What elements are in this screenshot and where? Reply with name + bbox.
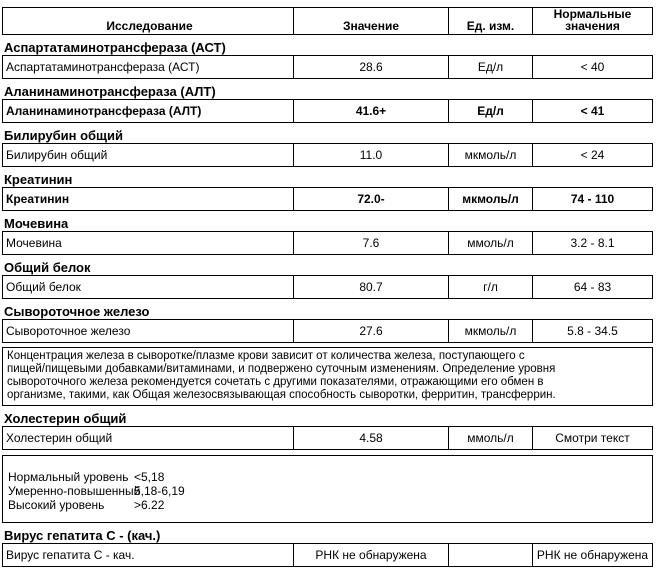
- table-header-row: [2, 7, 653, 35]
- cell-test-name: Холестерин общий: [3, 427, 294, 449]
- section-title-urea: Мочевина: [4, 216, 69, 231]
- col-header-unit: Ед. изм.: [449, 8, 533, 34]
- comment-line: Концентрация железа в сыворотке/плазме крови зависит от количества железа, поступающего с: [7, 350, 525, 362]
- cell-value: 80.7: [294, 276, 449, 298]
- cell-normal-range: < 40: [580, 60, 605, 74]
- cell-test-name: Вирус гепатита С - кач.: [3, 544, 294, 566]
- cell-value: 27.6: [294, 320, 449, 342]
- section-title-creatinine: Креатинин: [4, 172, 73, 187]
- cell-normal-range: Смотри текст: [555, 431, 630, 445]
- cell-test-name: Креатинин: [3, 188, 294, 210]
- cell-unit: ммоль/л: [449, 427, 533, 449]
- section-title-hepatitis-c: Вирус гепатита С - (кач.): [4, 528, 161, 543]
- cell-value: 11.0: [294, 144, 449, 166]
- result-row-alt: [2, 99, 653, 123]
- col-header-test: Исследование: [3, 8, 294, 34]
- cell-normal-range: 5.8 - 34.5: [567, 324, 618, 338]
- level-label: Нормальный уровень: [8, 470, 129, 484]
- cell-test-name: Общий белок: [3, 276, 294, 298]
- section-alt: [2, 84, 655, 123]
- cell-unit: ммоль/л: [449, 232, 533, 254]
- result-row-cholesterol: [2, 426, 653, 450]
- cell-normal-range: < 24: [580, 148, 605, 162]
- level-value: <5,18: [134, 470, 165, 484]
- cell-normal-range: РНК не обнаружена: [536, 548, 649, 562]
- serum-iron-comment: [2, 347, 653, 406]
- level-label: Высокий уровень: [8, 498, 105, 512]
- section-title-alt: Аланинаминотрансфераза (АЛТ): [4, 84, 216, 99]
- result-row-creatinine: [2, 187, 653, 211]
- section-title-serum-iron: Сывороточное железо: [4, 304, 150, 319]
- cell-unit: Ед/л: [449, 100, 533, 122]
- result-row-hepatitis-c: [2, 543, 653, 567]
- cholesterol-levels-comment: [2, 455, 653, 523]
- cell-value: 72.0-: [294, 188, 449, 210]
- cell-test-name: Сывороточное железо: [3, 320, 294, 342]
- result-row-ast: [2, 55, 653, 79]
- section-ast: [2, 40, 655, 79]
- col-header-value: Значение: [294, 8, 449, 34]
- section-serum-iron: [2, 304, 655, 406]
- level-value: >6.22: [134, 498, 165, 512]
- result-row-total-protein: [2, 275, 653, 299]
- cell-normal-range: 74 - 110: [570, 192, 615, 206]
- cell-normal-range: 64 - 83: [573, 280, 612, 294]
- cell-value: 7.6: [294, 232, 449, 254]
- section-title-total-protein: Общий белок: [4, 260, 91, 275]
- section-title-ast: Аспартатаминотрансфераза (АСТ): [4, 40, 226, 55]
- result-row-urea: [2, 231, 653, 255]
- section-hepatitis-c: [2, 528, 655, 567]
- cell-value: 28.6: [294, 56, 449, 78]
- cell-test-name: Билирубин общий: [3, 144, 294, 166]
- section-total-protein: [2, 260, 655, 299]
- cell-test-name: Аланинаминотрансфераза (АЛТ): [3, 100, 294, 122]
- cell-unit: Ед/л: [449, 56, 533, 78]
- cholesterol-level-row: [8, 470, 652, 484]
- cell-test-name: Мочевина: [3, 232, 294, 254]
- section-bilirubin: [2, 128, 655, 167]
- cell-value: 41.6+: [294, 100, 449, 122]
- section-title-bilirubin: Билирубин общий: [4, 128, 123, 143]
- cell-value: РНК не обнаружена: [294, 544, 449, 566]
- cholesterol-level-row: [8, 484, 652, 498]
- col-header-normal: Нормальные значения: [553, 7, 632, 33]
- result-row-serum-iron: [2, 319, 653, 343]
- cell-test-name: Аспартатаминотрансфераза (АСТ): [3, 56, 294, 78]
- section-creatinine: [2, 172, 655, 211]
- result-row-bilirubin: [2, 143, 653, 167]
- cholesterol-level-row: [8, 498, 652, 512]
- cell-unit: [449, 544, 533, 566]
- cell-normal-range: < 41: [580, 104, 605, 118]
- comment-line: пищей/пищевыми добавками/витаминами, и подвержено суточным изменениям. Определение уровня: [7, 363, 556, 375]
- section-cholesterol: [2, 411, 655, 523]
- cell-unit: г/л: [449, 276, 533, 298]
- cell-normal-range: 3.2 - 8.1: [570, 236, 615, 250]
- level-value: 5,18-6,19: [134, 484, 185, 498]
- cell-unit: мкмоль/л: [449, 320, 533, 342]
- cell-unit: мкмоль/л: [449, 188, 533, 210]
- level-label: Умеренно-повышенный: [8, 484, 141, 498]
- section-urea: [2, 216, 655, 255]
- cell-unit: мкмоль/л: [449, 144, 533, 166]
- cell-value: 4.58: [294, 427, 449, 449]
- section-title-cholesterol: Холестерин общий: [4, 411, 127, 426]
- comment-line: организме, такими, как Общая железосвязывающая способность сыворотки, ферритин, трансферрин.: [7, 389, 556, 401]
- comment-line: сывороточного железа рекомендуется сочетать с другими показателями, отражающими его обмен в: [7, 376, 544, 388]
